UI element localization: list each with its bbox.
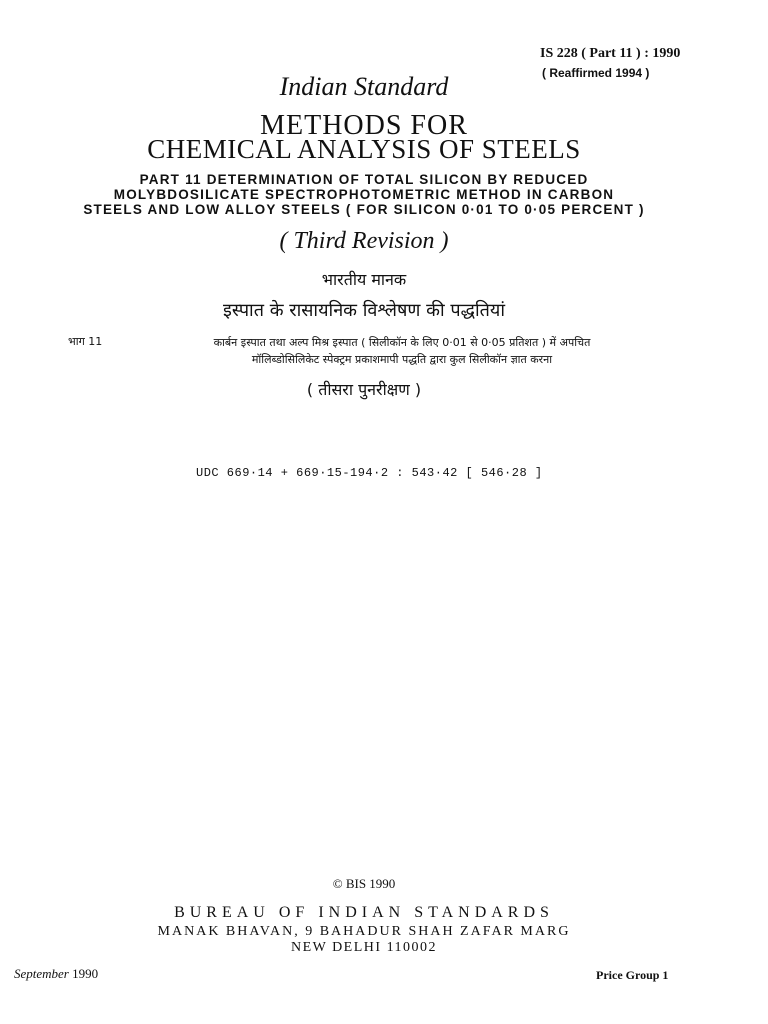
hindi-part-line-2: मॉलिब्डोसिलिकेट स्पेक्ट्रम प्रकाशमापी पद्धति द्वारा कुल सिलीकॉन ज्ञात करना (251, 353, 553, 366)
indian-standard-label: Indian Standard (279, 72, 449, 101)
standard-number: IS 228 ( Part 11 ) : 1990 (540, 46, 681, 61)
part-title-line-2: MOLYBDOSILICATE SPECTROPHOTOMETRIC METHOD IN CARBON (113, 187, 615, 202)
copyright-notice: © BIS 1990 (332, 876, 396, 891)
document-title-line-1: METHODS FOR (260, 110, 468, 141)
hindi-part-title (132, 334, 672, 368)
hindi-revision-label: ( तीसरा पुनरीक्षण ) (306, 380, 422, 399)
publication-year: 1990 (72, 966, 99, 981)
price-group: Price Group 1 (596, 968, 669, 982)
hindi-part-line-1: कार्बन इस्पात तथा अल्प मिश्र इस्पात ( सिलीकॉन के लिए 0·01 से 0·05 प्रतिशत ) में अपचित (213, 336, 591, 349)
publisher-address-line-1: MANAK BHAVAN, 9 BAHADUR SHAH ZAFAR MARG (157, 924, 571, 939)
document-title-line-2: CHEMICAL ANALYSIS OF STEELS (147, 134, 581, 164)
hindi-part-label: भाग 11 (68, 335, 103, 348)
part-title-line-3: STEELS AND LOW ALLOY STEELS ( FOR SILICON 0·01 TO 0·05 PERCENT ) (83, 202, 645, 217)
part-title-line-1: PART 11 DETERMINATION OF TOTAL SILICON BY REDUCED (139, 172, 589, 187)
publication-date (14, 966, 98, 982)
reaffirmed-note: ( Reaffirmed 1994 ) (542, 66, 650, 80)
publisher-name: BUREAU OF INDIAN STANDARDS (174, 904, 554, 921)
part-title (40, 172, 688, 217)
publisher-address-line-2: NEW DELHI 110002 (290, 940, 438, 955)
hindi-document-title: इस्पात के रासायनिक विश्लेषण की पद्धतियां (222, 300, 505, 321)
revision-label: ( Third Revision ) (279, 228, 449, 254)
udc-classification: UDC 669·14 + 669·15-194·2 : 543·42 [ 546·28 ] (196, 466, 543, 480)
hindi-standard-label: भारतीय मानक (321, 270, 407, 289)
publication-month: September (14, 966, 69, 981)
